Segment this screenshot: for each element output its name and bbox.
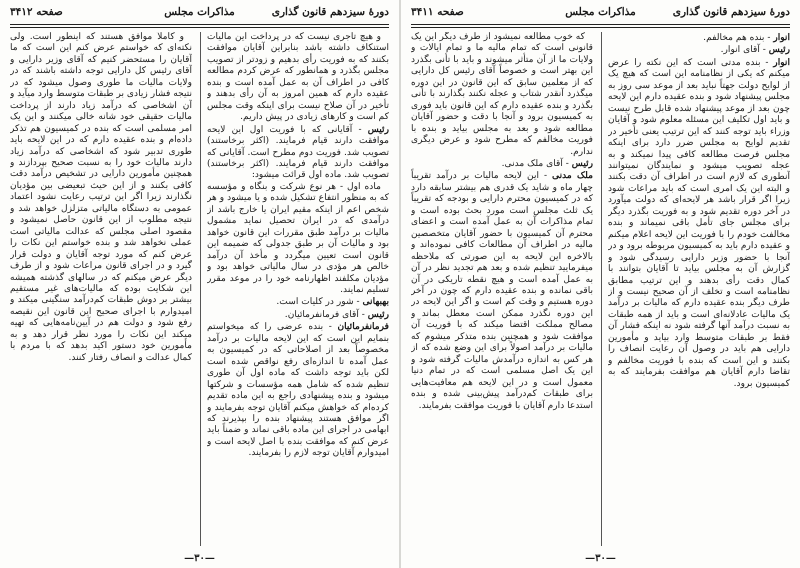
header-title: مذاکرات مجلس (164, 6, 235, 18)
text-columns (10, 32, 389, 546)
header-rule (10, 24, 389, 25)
speaker-text: - آقای انوار. (720, 45, 766, 56)
speaker-paragraph (411, 170, 593, 412)
body-paragraph: که خوب مطالعه نمیشود از طرف دیگر این یک قانونی است که تمام مالیه ما و تمام ایالات و ولایات ما از آن متأثر میشوند و باید با تأنی بگذرد این بهتر است و خصوصاً آقای رئیس کل دارایی که از معلمین سابق که این قانون در این دوره میگذرد آنقدر شتاب و عجله نکنند بگذارند با تأنی بگذرد و بنده عقیده دارم که این قانون باید فوری به کمیسیون برود و آنجا با دقت و حضور آقایان مطالعه شود و بعد به مجلس بیاید و بنده با فوریت مخالفم که مطرح شود و عرض دیگری ندارم. (411, 32, 593, 157)
speaker-text: - شور در کلیات است. (276, 297, 360, 308)
speaker-text: - آقایانی که با فوریت اول این لایحه موافقت دارند قیام فرمایند. (اکثر برخاستند) تصویب شد. فوریت دوم مطرح است. آقایانی که موافقت دارند قیام فرمایند. (اکثر برخاستند) تصویب شد. ماده اول قرائت میشود: (207, 124, 389, 181)
column-divider (601, 32, 602, 546)
header-rule-thin (10, 27, 389, 28)
speaker-text: - آقای فرمانفرمائیان. (284, 309, 365, 320)
body-paragraph: و هیچ تاجری نیست که در پرداخت این مالیات استنکاف داشته باشد بنابراین آقایان موافقت بکنند که به فوریت رأی بدهیم و زودتر از تصویب مجلس بگذرد و همانطور که عرض کردم مطالعه کافی در اطراف آن به عمل آمده است و بنده عقیده دارم که همین امروز به آن رأی بدهند و تأخیر در آن صلاح نیست برای اینکه وقت مجلس کم است و کارهای زیادی در پیش داریم. (207, 32, 389, 123)
header-page-number: صفحه ۳۴۱۱ (411, 6, 464, 18)
speaker-paragraph (608, 44, 790, 56)
speaker-text: - بنده مدتی است که این نکته را عرض میکنم که یکی از نظامنامه این است که هیچ یک از لوایح دولت جهتاً نباید بعد از موعد سی روز به مجلس پیشنهاد شود و بنده عقیده دارم این لایحه چون بعد از موعد پیشنهاد شده قابل طرح نیست و باید اول تکلیف این مسئله معلوم شود و آقایان وزراء باید توجه کنند که این ترتیب یعنی تأخیر در تقدیم لوایح به مجلس ضرر دارد برای اینکه مجلس فرصت مطالعه کافی پیدا نمیکند و به عجله تصویب میشود و نمایندگان نمیتوانند آنطوری که لازم است در اطراف آن دقت بکنند و البته این یک امری است که باید مراعات شود زیرا اگر قرار باشد هر لایحه‌ای که دولت میآورد در آخر دوره تقدیم شود و به فوریت بگذرد دیگر برای مجلس جای تأمل باقی نمیماند و بنده مخالفت خودم را با فوریت این لایحه اعلام میکنم و عقیده دارم باید به کمیسیون مربوطه برود و در آنجا با حضور وزیر دارایی رسیدگی شود و گزارش آن به مجلس بیاید تا آقایان بتوانند با کمال دقت رأی بدهند و این ترتیب مطابق نظامنامه است و تخلف از آن صحیح نیست و از طرف دیگر بنده عقیده دارم که مالیات بر درآمد یک مالیات عادلانه‌ای است و باید از همه طبقات به نسبت درآمد آنها گرفته شود نه اینکه فشار آن فقط بر طبقات متوسط وارد بیاید و مأمورین دارایی هم باید در وصول آن رعایت انصاف را بکنند و این است که بنده با فوریت مخالفم و تقاضا دارم آقایان هم موافقت بفرمایند که به کمیسیون برود. (608, 57, 790, 389)
speaker-text: - بنده هم مخالفم. (703, 33, 771, 43)
speaker-text: - آقای ملک مدنی. (501, 158, 569, 169)
column-divider (200, 32, 201, 546)
speaker-name: بهبهانی (362, 296, 389, 308)
folio: —٣٠— (184, 553, 215, 564)
speaker-paragraph (207, 124, 389, 182)
speaker-paragraph (608, 57, 790, 390)
speaker-paragraph (411, 158, 593, 170)
speaker-name: فرمانفرمائیان (337, 321, 389, 333)
speaker-name: انوار (773, 56, 790, 68)
text-column-end (411, 32, 593, 546)
speaker-paragraph (608, 32, 790, 44)
header-session: دورهٔ سیزدهم قانون گذاری (672, 6, 790, 18)
body-paragraph: و کاملاً موافق هستند که اینطور است. ولی نکته‌ای که خواستم عرض کنم این است که ما آقایان را مستحضر کنیم که آقای وزیر دارایی و آقای رئیس کل دارایی توجه داشته باشند که در ولایات مالیات ما طوری وصول میشود که در نتیجه فشار زیادی بر طبقات متوسط وارد میآید و آن اشخاصی که درآمد زیاد دارند از پرداخت مالیات حقیقی خود شانه خالی میکنند و این یک امر مسلمی است که بنده در کمیسیون هم تذکر داده‌ام و بنده عقیده دارم که در این لایحه باید طوری تدبیر شود که اشخاصی که درآمد زیاد دارند مالیات خود را به نسبت صحیح بپردازند و همچنین مأمورین دارایی در تشخیص درآمد دقت کافی بکنند و از این حیث تبعیضی بین مؤدیان نگذارند زیرا اگر این ترتیب رعایت نشود اعتماد عمومی به دستگاه مالیاتی متزلزل خواهد شد و نتیجه مطلوب از این قانون حاصل نمیشود و مقصود اصلی مجلس که عدالت مالیاتی است عملی نخواهد شد و بنده خواستم این نکات را عرض کنم که مورد توجه آقایان و دولت قرار گیرد و در اجرای قانون مراعات شود و از طرف دیگر عرض میکنم که در سالهای گذشته همیشه این شکایت بوده که مالیات‌های غیر مستقیم بیشتر بر دوش طبقات کم‌درآمد سنگینی میکند و امیدوارم با اجرای صحیح این قانون این نقیصه رفع شود و دولت هم در آیین‌نامه‌هایی که تهیه میکند این نکات را مورد نظر قرار دهد و به مأمورین خود دستور اکید بدهد که با مردم با کمال عدالت و انصاف رفتار کنند. (10, 32, 192, 363)
speaker-name: رئیس (571, 157, 593, 169)
speaker-paragraph (207, 321, 389, 459)
speaker-text: - این لایحه مالیات بر درآمد تقریباً چهار ماه و شاید یک قدری هم بیشتر سابقه دارد که در کمیسیون محترم دارایی و بودجه که تقریباً یک ثلث مجلس است مورد بحث بوده است و تمام مذاکرات آن به عمل آمده است و اعضای محترم آن کمیسیون با حضور آقایان متخصصین مالیه در اطراف آن مطالعات کافی نموده‌اند و بالاخره این لایحه به این صورتی که ملاحظه میفرمایید تنظیم شده و بعد هم تجدید نظر در آن به عمل آمده است و هیچ نقطه تاریکی در آن باقی نمانده و بنده عقیده دارم که چون در آخر دوره هستیم و وقت کم است و اگر این لایحه در این دوره نگذرد ممکن است معطل بماند و مصالح مملکت اقتضا میکند که با فوریت آن موافقت شود و همچنین بنده متذکر میشوم که مالیات بر درآمد اصولاً برای این وضع شده که از هر کس به اندازه درآمدش مالیات گرفته شود و این یک اصل مسلمی است که در تمام دنیا معمول است و در این لایحه هم معافیت‌هایی برای طبقات کم‌درآمد پیش‌بینی شده و بنده استدعا دارم آقایان با فوریت موافقت بفرمایند. (411, 171, 593, 411)
body-paragraph: ماده اول - هر نوع شرکت و بنگاه و مؤسسه که به منظور انتفاع تشکیل شده و یا میشود و هر شخص اعم از اینکه مقیم ایران یا خارج باشد از درآمدی که در ایران تحصیل نماید مشمول مالیات بر درآمد طبق مقررات این قانون خواهد بود و مالیات آن بر طبق جدولی که ضمیمه این قانون است تعیین میگردد و مأخذ آن درآمد خالص هر مؤدی در سال مالیاتی خواهد بود و مؤدیان مکلفند اظهارنامه خود را در موعد مقرر تسلیم نمایند. (207, 181, 389, 295)
speaker-paragraph (207, 309, 389, 321)
text-column-start (207, 32, 389, 546)
header-title: مذاکرات مجلس (565, 6, 636, 18)
text-column-start (608, 32, 790, 546)
speaker-name: انوار (773, 32, 790, 43)
header-rule-thin (411, 27, 790, 28)
speaker-paragraph (207, 296, 389, 308)
speaker-text: - بنده عرضی را که میخواستم بنمایم این است که این لایحه مالیات بر درآمد مخصوصاً بعد از اصلاحاتی که در کمیسیون به عمل آمده تا اندازه‌ای رفع نواقص شده است لکن باید توجه داشت که ماده اول آن طوری تنظیم شده که شامل همه مؤسسات و شرکتها میشود و بنده پیشنهادی راجع به این ماده تقدیم کرده‌ام که خواهش میکنم آقایان توجه بفرمایند و اگر موافق هستند پیشنهاد بنده را بپذیرند که ابهامی در اجرای این ماده باقی نماند و ضمناً باید عرض کنم که موافقت بنده با اصل لایحه است و امیدوارم آقایان توجه لازم را بفرمایند. (207, 322, 389, 459)
page-3412 (0, 0, 399, 568)
header-rule (411, 24, 790, 25)
folio: —٣٠— (585, 553, 616, 564)
speaker-name: رئیس (367, 123, 389, 135)
speaker-name: رئیس (768, 44, 790, 56)
text-columns (411, 32, 790, 546)
speaker-name: ملک مدنی (551, 170, 593, 182)
page-3411 (401, 0, 800, 568)
page-header (411, 6, 790, 22)
page-header (10, 6, 389, 22)
speaker-name: رئیس (367, 308, 389, 320)
header-session: دورهٔ سیزدهم قانون گذاری (271, 6, 389, 18)
text-column-end (10, 32, 192, 546)
header-page-number: صفحه ۳۴۱۲ (10, 6, 63, 18)
